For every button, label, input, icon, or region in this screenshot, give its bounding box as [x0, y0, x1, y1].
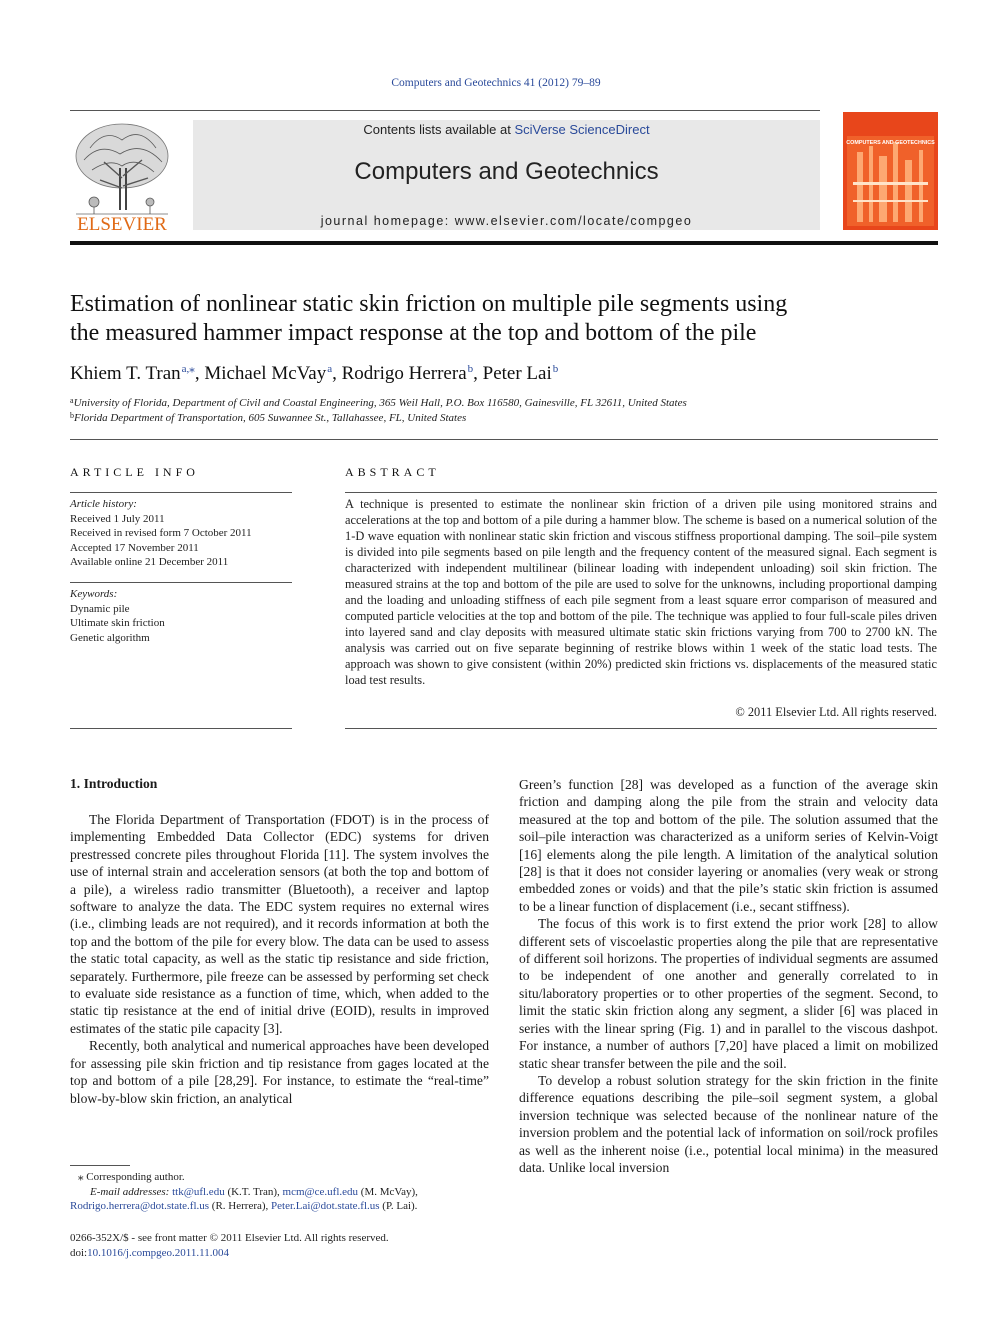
article-title — [70, 290, 930, 348]
author-affiliation-mark[interactable]: a,⁎ — [181, 363, 195, 375]
email-addresses-continued: Rodrigo.herrera@dot.state.fl.us (R. Herrera), Peter.Lai@dot.state.fl.us (P. Lai). — [70, 1200, 418, 1212]
section-heading-introduction: 1. Introduction — [70, 776, 158, 791]
body-paragraph: The Florida Department of Transportation (FDOT) is in the process of implementing Embedded Data Collector (EDC) systems for driven prestressed concrete piles throughout Florida [11]. The system involves the use of internal strain and acceleration sensors (at both the top and bottom of a pile), a wireless radio transmitter (Bluetooth), a receiver and laptop software to analyze the data. The EDC system requires no external wires (i.e., climbing leads are not required), and it records information at both the top and the bottom of the pile for every blow. The data can be used to assess the static total capacity, as well as the static tip resistance and side friction, separately. Furthermore, pile freeze can be assessed by performing set check to evaluate side resistance as a function of time, which, when added to the static tip resistance at the end of initial drive (EOID), results in improved estimates of the static pile capacity [3]. — [70, 812, 489, 1036]
email-addresses: E-mail addresses: ttk@ufl.edu (K.T. Tran), mcm@ce.ufl.edu (M. McVay), — [90, 1185, 418, 1198]
sciencedirect-link[interactable]: SciVerse ScienceDirect — [514, 122, 650, 137]
cover-title: COMPUTERS AND GEOTECHNICS — [846, 140, 935, 146]
article-info-rule — [70, 492, 292, 493]
history-received: Received 1 July 2011 — [70, 512, 165, 525]
elsevier-tree-icon — [70, 118, 174, 234]
history-revised: Received in revised form 7 October 2011 — [70, 527, 252, 539]
author-list: Khiem T. Tran$^{a,⁎}$, Michael McVay$^a$, Rodrigo Herrera$^b$, Peter Lai$^b$ — [70, 363, 559, 384]
author-name: Peter Lai — [482, 363, 552, 384]
journal-homepage: journal homepage: www.elsevier.com/locate/compgeo — [320, 214, 693, 228]
history-label: Article history: — [70, 498, 137, 510]
homepage-link[interactable]: www.elsevier.com/locate/compgeo — [454, 214, 693, 228]
body-paragraph: The focus of this work is to first extend the prior work [28] to allow different sets of viscoelastic properties along the pile that are representative of different soil horizons. The properties of individual segments are assumed to be independent of one another and generally correlated to in situ/laboratory properties or to other properties of the segment. Second, to limit the static skin friction along any segment, a slider [6] was placed in series with the linear spring (Fig. 1) and in parallel to the viscous dashpot. For instance, a number of authors [7,20] have placed a limit on mobilized static shear transfer between the pile and the soil. — [519, 916, 938, 1071]
affiliation-a: $^a$University of Florida, Department of Civil and Coastal Engineering, 365 Weil Hall, P.O. Box 116580, Gainesville, FL 32611, United States — [70, 396, 687, 409]
keyword: Dynamic pile — [70, 602, 130, 615]
author-affiliation-mark[interactable]: a — [327, 363, 333, 375]
email-link[interactable]: Peter.Lai@dot.state.fl.us — [271, 1200, 380, 1212]
body-column-right — [519, 776, 938, 1176]
journal-banner — [193, 120, 820, 230]
issn-line: 0266-352X/$ - see front matter © 2011 Elsevier Ltd. All rights reserved. — [70, 1232, 389, 1244]
header-top-rule — [70, 110, 820, 111]
header-bottom-rule — [70, 241, 938, 245]
article-history — [70, 497, 292, 570]
abstract-heading: ABSTRACT — [345, 465, 440, 479]
history-online: Available online 21 December 2011 — [70, 556, 229, 568]
elsevier-wordmark: ELSEVIER — [77, 214, 167, 234]
article-info-bottom-rule — [70, 728, 292, 729]
article-info-heading: ARTICLE INFO — [70, 465, 199, 479]
email-link[interactable]: mcm@ce.ufl.edu — [282, 1185, 359, 1198]
journal-reference[interactable]: Computers and Geotechnics 41 (2012) 79–89 — [391, 77, 601, 89]
footnotes — [70, 1170, 490, 1214]
doi-line: doi:10.1016/j.compgeo.2011.11.004 — [70, 1246, 229, 1259]
author-name: Khiem T. Tran — [70, 363, 181, 384]
keyword: Genetic algorithm — [70, 631, 150, 644]
author-affiliation-mark[interactable]: b — [467, 363, 474, 375]
title-line: the measured hammer impact response at the top and bottom of the pile — [70, 320, 757, 346]
copyright-notice: © 2011 Elsevier Ltd. All rights reserved. — [735, 705, 937, 719]
author-name: Rodrigo Herrera — [341, 363, 467, 384]
body-paragraph: Recently, both analytical and numerical approaches have been developed for assessing pile skin friction and tip resistance from gages located at the top and bottom of a pile [28,29]. For instance, to estimate the “real-time” blow-by-blow skin friction, an analytical — [70, 1038, 489, 1106]
history-accepted: Accepted 17 November 2011 — [70, 541, 199, 554]
body-paragraph: Green’s function [28] was developed as a function of the average skin friction and damping along the pile from the strain and velocity data measured at the top and bottom of the pile. The solution assumed that the soil–pile interaction was characterized as a uniform series of Kelvin-Voigt [16] elements along the pile length. A limitation of the analytical solution [28] is that it does not consider layering or anomalies (very weak or strong embedded zones or voids) and that the pile’s static skin friction is assumed to be a linear function of displacement (i.e., secant stiffness). — [519, 777, 938, 914]
author-name: Michael McVay — [204, 363, 327, 384]
abstract-text: A technique is presented to estimate the nonlinear skin friction of a driven pile using monitored strains and accelerations at the top and bottom of a pile during a hammer blow. The scheme is based on a numerical solution of the 1-D wave equation with nonlinear static skin friction and viscous stiffness proportional damping. The soil–pile system is divided into pile segments based on pile length and the frequency content of the measured signal. Each segment is characterized with independent multilinear (bilinear loading with independent unloading) soil skin friction. The measured strains at the top and bottom of the pile are used to solve for the unknowns, including proportional damping and the loading and unloading stiffness of each pile segment from a least square error comparison of measured and computed particle velocities at the top and bottom of the pile. The technique was applied to four full-scale piles driven into layered sand and clay deposits with measured ultimate static skin frictions varying from 700 to 2700 kN. The analysis was carried out on five separate beginning of restrike blows within 1 week of the static load tests. The approach was shown to give consistent (within 20%) predicted skin frictions vs. displacements of the measured static load test results. — [345, 497, 937, 687]
doi-link[interactable]: 10.1016/j.compgeo.2011.11.004 — [87, 1246, 229, 1259]
abstract-bottom-rule — [345, 728, 937, 729]
front-matter-info — [70, 1231, 490, 1260]
keyword: Ultimate skin friction — [70, 617, 165, 629]
affiliation-rule — [70, 439, 938, 440]
affiliation-b: $^b$Florida Department of Transportation, 605 Suwannee St., Tallahassee, FL, United States — [70, 411, 467, 424]
elsevier-logo — [70, 118, 174, 234]
abstract-rule — [345, 492, 937, 493]
journal-cover-thumbnail[interactable] — [843, 112, 938, 230]
body-column-left — [70, 811, 489, 1107]
journal-name: Computers and Geotechnics — [354, 158, 659, 185]
contents-availability: Contents lists available at SciVerse ScienceDirect — [363, 122, 650, 137]
email-link[interactable]: ttk@ufl.edu — [172, 1185, 225, 1198]
title-line: Estimation of nonlinear static skin friction on multiple pile segments using — [70, 291, 788, 317]
keywords-label: Keywords: — [70, 588, 118, 600]
body-paragraph: To develop a robust solution strategy for the skin friction in the finite difference equations describing the pile–soil segment system, a global inversion technique was selected because of the nonlinear nature of the inversion problem and the potential lack of information on soil/rock profiles as well as the inherent noise (i.e., potential local minima) in the measured data. Unlike local inversion — [519, 1072, 938, 1175]
keywords — [70, 587, 292, 645]
corresponding-author-note: ⁎ Corresponding author. — [78, 1171, 185, 1183]
footnote-rule — [70, 1165, 130, 1166]
cover-image-icon — [843, 112, 938, 230]
email-link[interactable]: Rodrigo.herrera@dot.state.fl.us — [70, 1200, 210, 1212]
keywords-rule — [70, 582, 292, 583]
author-affiliation-mark[interactable]: b — [552, 363, 559, 375]
